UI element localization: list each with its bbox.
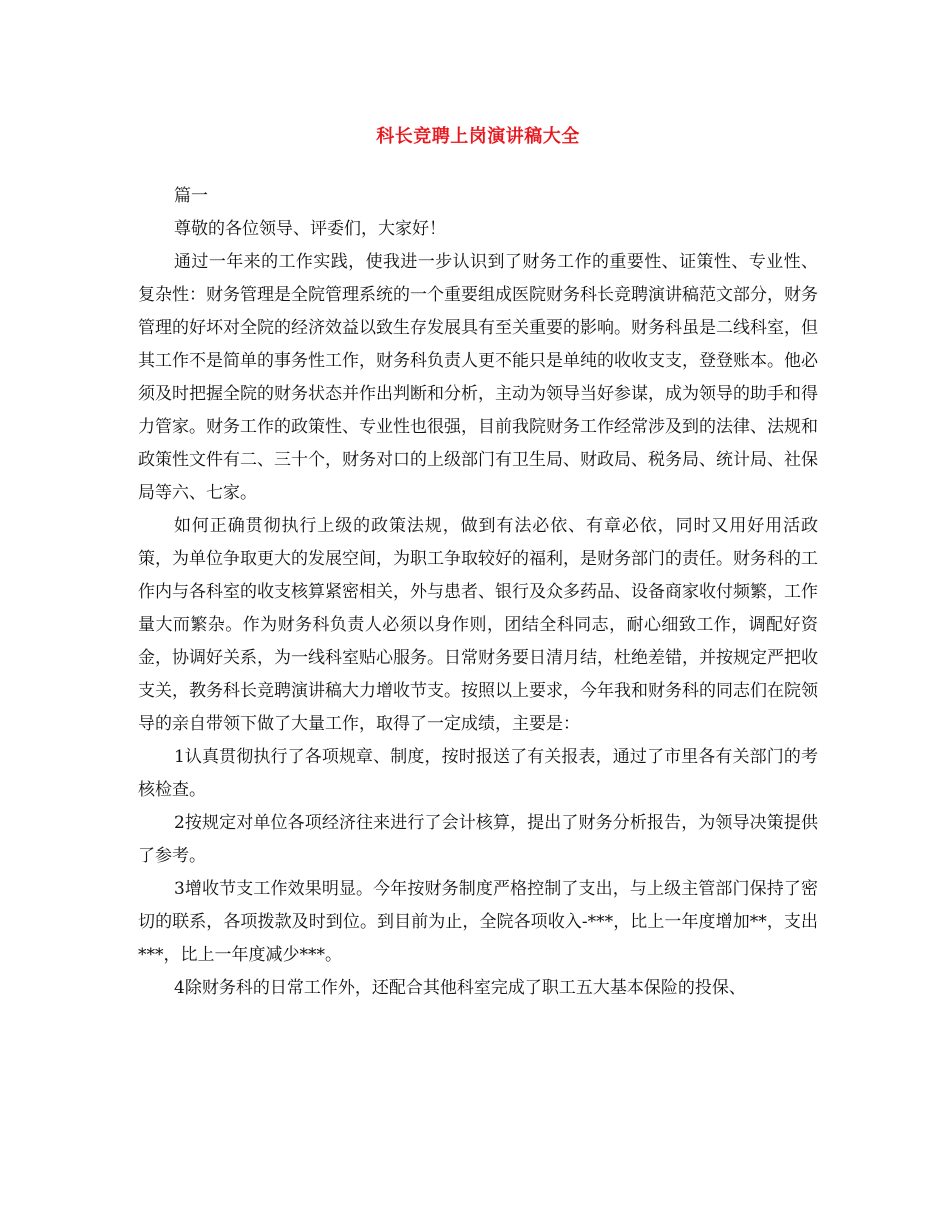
paragraph: 如何正确贯彻执行上级的政策法规，做到有法必依、有章必依，同时又用好用活政策，为单位争取更大的发展空间，为职工争取较好的福利，是财务部门的责任。财务科的工作内与各科室的收支核算紧密相关，外与患者、银行及众多药品、设备商家收付频繁，工作量大而繁杂。作为财务科负责人必须以身作则，团结全科同志，耐心细致工作，调配好资金，协调好关系，为一线科室贴心服务。日常财务要日清月结，杜绝差错，并按规定严把收支关，教务科长竞聘演讲稿大力增收节支。按照以上要求，今年我和财务科的同志们在院领导的亲自带领下做了大量工作，取得了一定成绩，主要是： xyxy=(138,516,818,734)
paragraph: 通过一年来的工作实践，使我进一步认识到了财务工作的重要性、证策性、专业性、复杂性：财务管理是全院管理系统的一个重要组成医院财务科长竞聘演讲稿范文部分，财务管理的好坏对全院的经济效益以致生存发展具有至关重要的影响。财务科虽是二线科室，但其工作不是简单的事务性工作，财务科负责人更不能只是单纯的收收支支，登登账本。他必须及时把握全院的财务状态并作出判断和分析，主动为领导当好参谋，成为领导的助手和得力管家。财务工作的政策性、专业性也很强，目前我院财务工作经常涉及到的法律、法规和政策性文件有二、三十个，财务对口的上级部门有卫生局、财政局、税务局、统计局、社保局等六、七家。 xyxy=(138,252,818,503)
document-body xyxy=(138,180,818,1005)
paragraph: 1认真贯彻执行了各项规章、制度，按时报送了有关报表，通过了市里各有关部门的考核检查。 xyxy=(138,747,818,800)
document-title: 科长竞聘上岗演讲稿大全 xyxy=(376,126,580,147)
paragraph: 3增收节支工作效果明显。今年按财务制度严格控制了支出，与上级主管部门保持了密切的联系，各项拨款及时到位。到目前为止，全院各项收入-***，比上一年度增加**，支出***，比上一年度减少***。 xyxy=(138,879,818,965)
paragraph: 4除财务科的日常工作外，还配合其他科室完成了职工五大基本保险的投保、 xyxy=(174,978,746,998)
paragraph: 2按规定对单位各项经济往来进行了会计核算，提出了财务分析报告，为领导决策提供了参考。 xyxy=(138,813,818,866)
paragraph: 篇一 xyxy=(174,186,208,206)
paragraph: 尊敬的各位领导、评委们，大家好！ xyxy=(174,219,446,239)
